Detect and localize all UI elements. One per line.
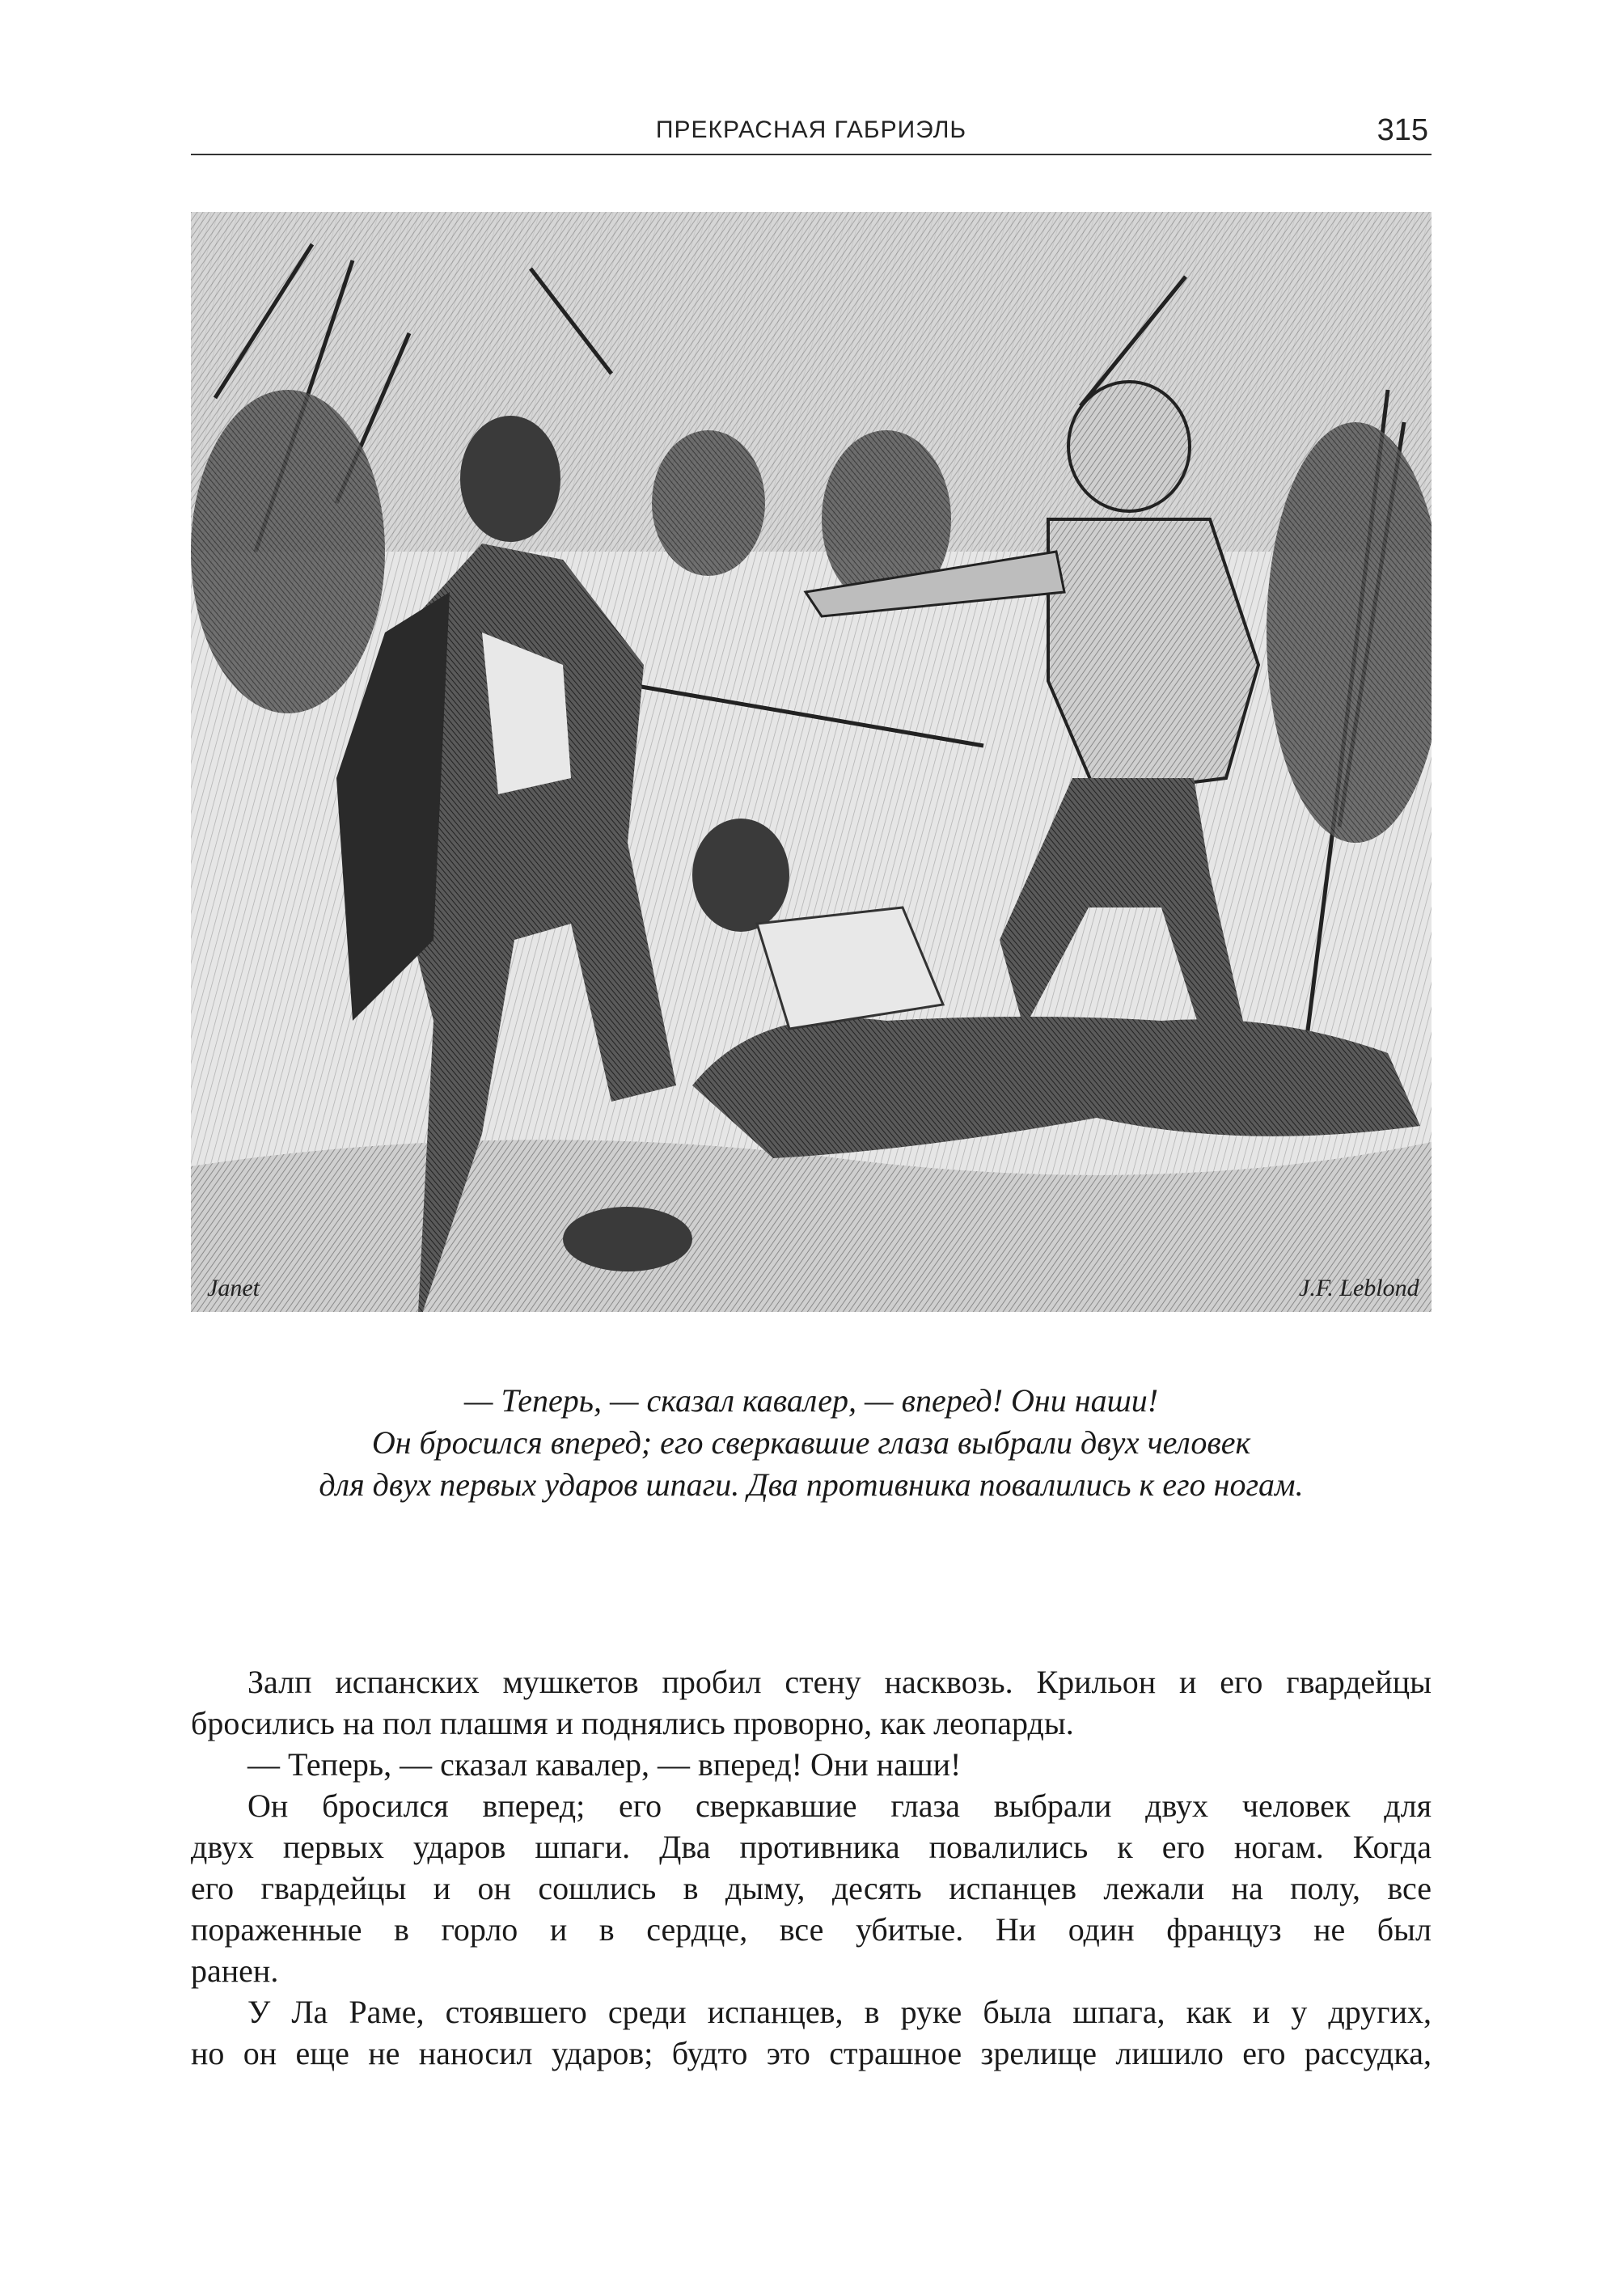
text-line: — Теперь, — сказал кавалер, — вперед! Они наши! [247, 1746, 962, 1783]
caption-line: для двух первых ударов шпаги. Два противника повалились к его ногам. [319, 1466, 1304, 1503]
signature-right: J.F. Leblond [1299, 1275, 1419, 1301]
text-line: Залп испанских мушкетов пробил стену насквозь. Крильон и его гвардейцы [247, 1664, 1432, 1700]
body-text [191, 1661, 1432, 2074]
page-number: 315 [1377, 113, 1428, 147]
text-line: его гвардейцы и он сошлись в дыму, десять испанцев лежали на полу, все [191, 1870, 1432, 1906]
signature-left: Janet [207, 1275, 260, 1301]
engraving-image [191, 212, 1432, 1312]
caption-line: — Теперь, — сказал кавалер, — вперед! Они наши! [463, 1382, 1159, 1419]
text-line: но он еще не наносил ударов; будто это страшное зрелище лишило его рассудка, [191, 2035, 1432, 2071]
text-line: двух первых ударов шпаги. Два противника повалились к его ногам. Когда [191, 1829, 1432, 1865]
running-title: ПРЕКРАСНАЯ ГАБРИЭЛЬ [655, 116, 967, 143]
engraving-illustration [191, 212, 1432, 1312]
page-header [191, 112, 1432, 155]
caption-line: Он бросился вперед; его сверкавшие глаза выбрали двух человек [371, 1424, 1251, 1461]
text-line: У Ла Раме, стоявшего среди испанцев, в руке была шпага, как и у других, [247, 1994, 1432, 2030]
text-line: пораженные в горло и в сердце, все убитые. Ни один француз не был [191, 1911, 1432, 1948]
text-line: Он бросился вперед; его сверкавшие глаза выбрали двух человек для [247, 1787, 1432, 1824]
text-line: бросились на пол плашмя и поднялись проворно, как леопарды. [191, 1705, 1074, 1741]
text-line: ранен. [191, 1952, 279, 1989]
illustration-caption [191, 1380, 1432, 1506]
